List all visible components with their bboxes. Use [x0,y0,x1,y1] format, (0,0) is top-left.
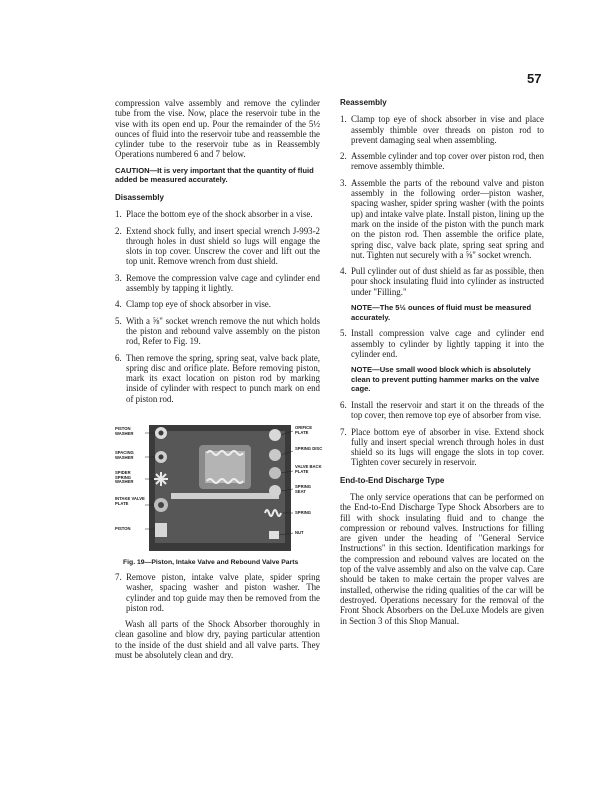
step-text: Clamp top eye of shock absorber in vise. [126,299,271,310]
step-text: Place bottom eye of absorber in vise. Extend shock fully and insert special wrench through holes in dust shield so its lugs will engage the slots in top cover. Tighten cover securely in reservoir. [351,426,544,468]
step-text: Pull cylinder out of dust shield as far as possible, then pour shock insulating fluid into cylinder as instructed under "Filling." [351,266,544,297]
reassembly-step [340,266,544,297]
label-orifice-plate: ORIFICE PLATE [295,425,312,435]
label-piston-washer: PISTON WASHER [115,426,134,436]
reassembly-step [340,427,544,468]
fluid-note: NOTE—The 5½ ounces of fluid must be measured accurately. [351,303,532,322]
left-column [115,98,320,410]
caution-note: CAUTION—It is very important that the quantity of fluid added be measured accurately. [115,165,314,185]
disassembly-step [115,209,320,219]
label-valve-back-plate: VALVE BACK PLATE [295,464,322,474]
page-number: 57 [527,71,542,86]
step-number: 4. [115,299,122,310]
step-text: Assemble cylinder and top cover over piston rod, then remove assembly thimble. [351,151,544,172]
step-number: 3. [115,272,122,283]
step-number: 7. [115,572,122,582]
end-to-end-paragraph: The only service operations that can be performed on the End-to-End Discharge Type Shock Absorbers are to fill with shock insulating fluid and to change the compression or rebound valves. Instructions for filling are given under the heading of "General Service Instructions" in this section. Identification markings for the compression and rebound valves are located on the top of the valve assembly and also on the valve cap. Care should be taken to make certain the proper valves are installed, otherwise the riding qualities of the car will be destroyed. Operations necessary for the removal of the Front Shock Absorbers on the DeLuxe Models are given in Section 3 of this Shop Manual. [340,491,544,626]
step-text: Place the bottom eye of the shock absorber in a vise. [126,209,313,220]
disassembly-step [115,572,320,613]
label-spacing-washer: SPACING WASHER [115,450,134,460]
wash-paragraph: Wash all parts of the Shock Absorber thoroughly in clean gasoline and blow dry, paying particular attention to the inside of the dust shield and all valve parts. They must be absolutely clean and dry. [115,619,320,661]
step-number: 1. [340,114,347,125]
step-number: 6. [340,399,347,410]
reassembly-step [340,328,544,359]
disassembly-step [115,226,320,267]
right-column [340,98,544,632]
label-piston: PISTON [115,526,131,531]
step-text: Extend shock fully, and insert special wrench J-993-2 through holes in dust shield so lugs will engage the slots in top cover. Unscrew the cover and lift out the top unit. Remove wrench from dust shield. [126,225,320,267]
reassembly-step [340,151,544,172]
figure-caption: Fig. 19—Piston, Intake Valve and Rebound Valve Parts [123,559,299,566]
step-text: Then remove the spring, spring seat, valve back plate, spring disc and orifice plate. Before removing piston, mark its exact location on piston rod by marking inside of cylinder with respect to punch mark on end of piston rod. [126,352,320,404]
step-number: 6. [115,352,122,363]
disassembly-step [115,299,320,309]
disassembly-step [115,273,320,294]
reassembly-step [340,178,544,260]
step-text: With a ⅝" socket wrench remove the nut which holds the piston and rebound valve assembly on the piston rod, Refer to Fig. 19. [126,315,320,347]
reassembly-step [340,114,544,145]
step-number: 2. [115,225,122,236]
step-text: Install compression valve cage and cylinder end assembly to cylinder by lightly tapping it into the cylinder end. [351,328,544,359]
label-spider-spring-washer: SPIDER SPRING WASHER [115,470,134,485]
reassembly-heading: Reassembly [340,98,387,107]
step-text: Remove the compression valve cage and cylinder end assembly by tapping it lightly. [126,272,320,294]
piston-valve-parts-photo [115,423,323,553]
label-nut: NUT [295,530,304,535]
step-number: 5. [340,328,347,339]
step-number: 3. [340,177,347,188]
reassembly-step [340,400,544,421]
intro-paragraph: compression valve assembly and remove the cylinder tube from the vise. Now, place the reservoir tube in the vise with its open end up. Pour the remainder of the 5½ ounces of fluid into the reservoir tube and reassemble the cylinder tube to the reservoir tube as in Reassembly Operations numbered 6 and 7 below. [115,98,320,160]
wood-block-note: NOTE—Use small wood block which is absolutely clean to prevent putting hammer marks on the valve cage. [351,365,540,394]
label-intake-valve-plate: INTAKE VALVE PLATE [115,496,145,506]
label-spring: SPRING [295,510,312,515]
figure-19 [115,423,323,553]
step-number: 5. [115,315,122,326]
step-number: 2. [340,151,347,162]
disassembly-step [115,316,320,347]
label-spring-seat: SPRING SEAT [295,484,312,494]
step-text: Remove piston, intake valve plate, spider spring washer, spacing washer and piston washer. The cylinder and top guide may then be removed from the piston rod. [126,572,320,613]
disassembly-step [115,353,320,404]
step-number: 7. [340,426,347,437]
step-number: 4. [340,266,347,277]
step-number: 1. [115,209,122,220]
end-to-end-heading: End-to-End Discharge Type [340,475,445,485]
step-text: Assemble the parts of the rebound valve and piston assembly in the following order—piston washer, spacing washer, spider spring washer (with the points up) and intake valve plate. Install piston, lining up the mark on the inside of the piston with the punch mark on the piston rod. Then assemble the orifice plate, spring disc, valve back plate, spring seat spring and nut. Tighten nut securely with a ⅝" socket wrench. [351,177,544,260]
label-spring-disc: SPRING DISC [295,446,323,451]
left-column-lower [115,572,320,666]
step-text: Install the reservoir and start it on the threads of the top cover, then remove top eye of absorber from vise. [351,399,544,421]
disassembly-heading: Disassembly [115,192,164,202]
step-text: Clamp top eye of shock absorber in vise and place assembly thimble over threads on piston rod to prevent damaging seal when assembling. [351,114,544,145]
